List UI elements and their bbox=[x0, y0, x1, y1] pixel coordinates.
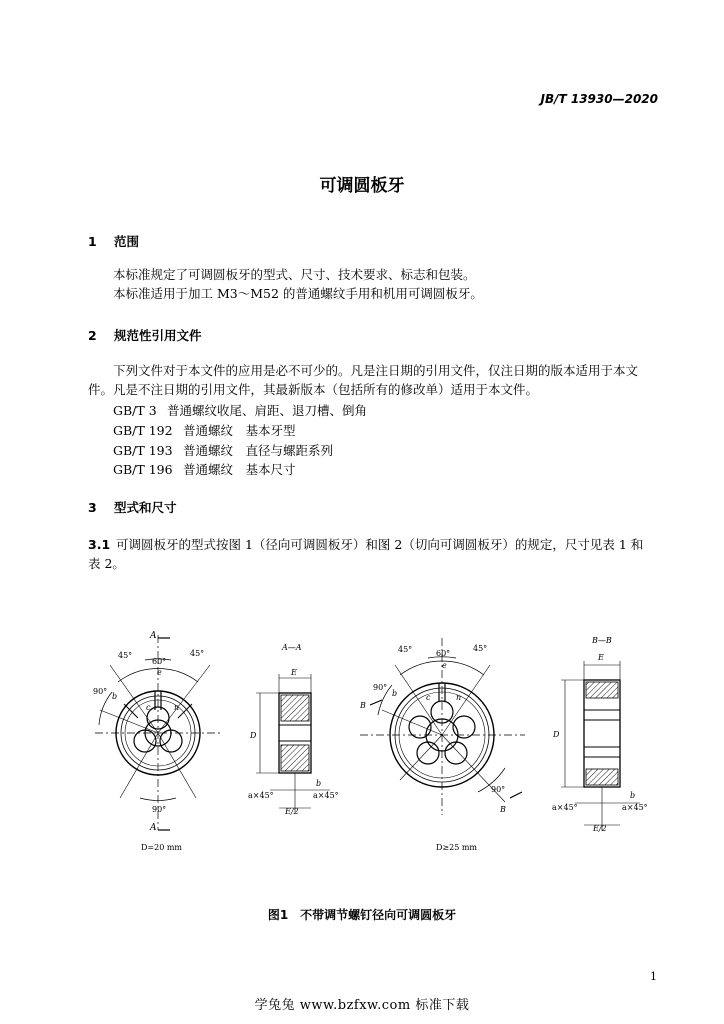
figure-subcaption-left: D=20 mm bbox=[141, 843, 183, 852]
reference-code: GB/T 196 bbox=[113, 462, 173, 477]
dim-label-e: e bbox=[157, 668, 162, 677]
chamfer-label: a×45° bbox=[552, 803, 578, 812]
dim-label-E-half: E/2 bbox=[593, 824, 607, 833]
dim-label-b: b bbox=[392, 689, 398, 698]
dim-label-D: D bbox=[250, 731, 257, 740]
reference-name: 普通螺纹收尾、肩距、退刀槽、倒角 bbox=[167, 403, 368, 418]
section-marker-b-bottom: B bbox=[500, 805, 506, 814]
angle-label: 60° bbox=[436, 649, 451, 658]
chamfer-label: a×45° bbox=[313, 791, 339, 800]
scope-paragraph-2: 本标准适用于加工 M3～M52 的普通螺纹手用和机用可调圆板牙。 bbox=[113, 286, 483, 301]
dim-label-E: E bbox=[598, 653, 604, 662]
section-marker-b: B bbox=[360, 701, 366, 710]
dim-label-n: n bbox=[174, 703, 180, 712]
reference-name: 普通螺纹 基本牙型 bbox=[183, 423, 296, 438]
reference-item bbox=[113, 401, 367, 419]
normative-paragraph-line-1: 下列文件对于本文件的应用是必不可少的。凡是注日期的引用文件，仅注日期的版本适用于本文 bbox=[113, 363, 639, 378]
scope-paragraph-1: 本标准规定了可调圆板牙的型式、尺寸、技术要求、标志和包装。 bbox=[113, 267, 476, 282]
angle-label: 45° bbox=[398, 645, 413, 654]
angle-label: 45° bbox=[190, 649, 205, 658]
dim-label-n: n bbox=[456, 693, 462, 702]
clause-3-1-line-2: 表 2。 bbox=[88, 556, 125, 571]
reference-item bbox=[113, 460, 296, 478]
dim-label-b: b bbox=[112, 692, 118, 701]
reference-code: GB/T 3 bbox=[113, 403, 157, 418]
reference-item bbox=[113, 441, 333, 459]
reference-code: GB/T 192 bbox=[113, 423, 173, 438]
section-marker-a: A bbox=[150, 631, 157, 641]
angle-label: 90° bbox=[491, 785, 506, 794]
die-technical-drawing bbox=[0, 620, 724, 860]
standard-code: JB/T 13930—2020 bbox=[540, 92, 658, 106]
section-number: 2 bbox=[88, 328, 97, 343]
clause-number: 3.1 bbox=[88, 537, 111, 552]
dim-label-b: b bbox=[630, 791, 636, 800]
dim-label-E: E bbox=[291, 668, 297, 677]
dim-label-b: b bbox=[316, 779, 322, 788]
angle-label: 60° bbox=[152, 657, 167, 666]
section-marker-a-bottom: A bbox=[150, 823, 157, 833]
dim-label-E-half: E/2 bbox=[285, 807, 299, 816]
section-3-heading bbox=[88, 498, 177, 516]
section-number: 1 bbox=[88, 234, 97, 249]
footer-watermark: 学兔兔 www.bzfxw.com 标准下载 bbox=[254, 998, 470, 1013]
angle-label: 90° bbox=[93, 687, 108, 696]
section-2-heading bbox=[88, 326, 202, 344]
section-title-a: A—A bbox=[282, 643, 302, 652]
normative-paragraph-line-2: 件。凡是不注日期的引用文件，其最新版本（包括所有的修改单）适用于本文件。 bbox=[88, 382, 539, 397]
dim-label-e: e bbox=[442, 661, 447, 670]
page-number: 1 bbox=[650, 970, 657, 983]
dim-label-c: c bbox=[426, 693, 431, 702]
reference-item bbox=[113, 421, 296, 439]
angle-label: 90° bbox=[152, 805, 167, 814]
angle-label: 90° bbox=[373, 683, 388, 692]
page-title: 可调圆板牙 bbox=[319, 176, 405, 196]
section-title-b: B—B bbox=[592, 636, 612, 645]
chamfer-label: a×45° bbox=[622, 803, 648, 812]
section-title: 范围 bbox=[114, 234, 140, 249]
reference-name: 普通螺纹 基本尺寸 bbox=[183, 462, 296, 477]
section-number: 3 bbox=[88, 500, 97, 515]
clause-3-1-line-1 bbox=[88, 535, 643, 554]
clause-text: 可调圆板牙的型式按图 1（径向可调圆板牙）和图 2（切向可调圆板牙）的规定，尺寸见表 1 和 bbox=[116, 537, 644, 552]
chamfer-label: a×45° bbox=[248, 791, 274, 800]
figure-subcaption-right: D≥25 mm bbox=[436, 843, 478, 852]
angle-label: 45° bbox=[473, 644, 488, 653]
dim-label-D: D bbox=[553, 730, 560, 739]
dim-label-c: c bbox=[146, 703, 151, 712]
angle-label: 45° bbox=[118, 651, 133, 660]
section-title: 型式和尺寸 bbox=[114, 500, 177, 515]
reference-name: 普通螺纹 直径与螺距系列 bbox=[183, 443, 334, 458]
section-title: 规范性引用文件 bbox=[114, 328, 202, 343]
figure-caption: 图1 不带调节螺钉径向可调圆板牙 bbox=[267, 908, 457, 922]
reference-code: GB/T 193 bbox=[113, 443, 173, 458]
section-1-heading bbox=[88, 232, 139, 250]
